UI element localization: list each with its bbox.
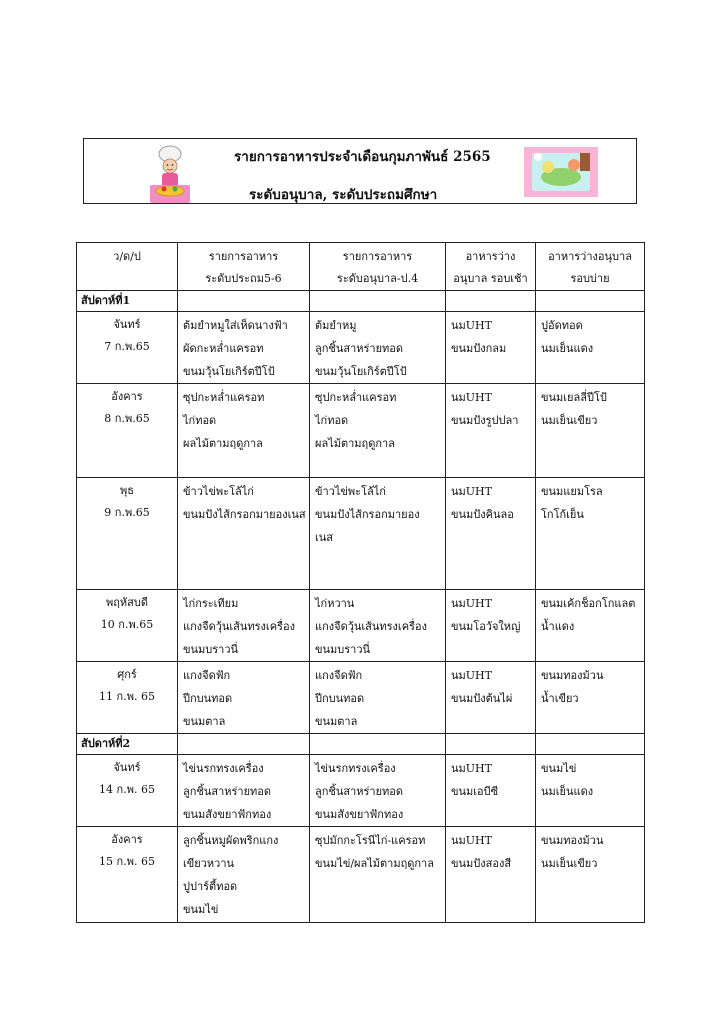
table-row bbox=[77, 384, 645, 478]
snack-pm-cell: ขนมทองม้วน น้ำเขียว bbox=[536, 662, 645, 734]
week-label: สัปดาห์ที่2 bbox=[77, 734, 178, 755]
primary-menu-cell: ลูกชิ้นหมูผัดพริกแกง เขียวหวาน ปูปาร์ตี้ทอด ขนมไข่ bbox=[178, 827, 310, 923]
table-row bbox=[77, 590, 645, 662]
menu-table bbox=[76, 242, 645, 923]
kinder-menu-cell: ซุปกะหล่ำแครอท ไก่ทอด ผลไม้ตามฤดูกาล bbox=[310, 384, 446, 478]
snack-pm-cell: ปูอัดทอด นมเย็นแดง bbox=[536, 312, 645, 384]
primary-menu-cell: ไก่กระเทียม แกงจืดวุ้นเส้นทรงเครื่อง ขนมบราวนี่ bbox=[178, 590, 310, 662]
kinder-menu-cell: ไข่นรกทรงเครื่อง ลูกชิ้นสาหร่ายทอด ขนมสังขยาฟักทอง bbox=[310, 755, 446, 827]
snack-am-cell: นมUHT ขนมปังรูปปลา bbox=[446, 384, 536, 478]
snack-am-cell: นมUHT ขนมโอวัจใหญ่ bbox=[446, 590, 536, 662]
primary-menu-cell: ต้มยำหมูใส่เห็ดนางฟ้า ผัดกะหล่ำแครอท ขนมวุ้นโยเกิร์ตปีโป้ bbox=[178, 312, 310, 384]
table-row bbox=[77, 662, 645, 734]
food-illustration bbox=[524, 147, 598, 197]
day-cell: พุธ 9 ก.พ.65 bbox=[77, 478, 178, 590]
kinder-menu-cell: แกงจืดฟัก ปีกบนทอด ขนมตาล bbox=[310, 662, 446, 734]
snack-pm-cell: ขนมเค้กช็อกโกแลต น้ำแดง bbox=[536, 590, 645, 662]
day-cell: พฤหัสบดี 10 ก.พ.65 bbox=[77, 590, 178, 662]
header-primary: รายการอาหาร ระดับประถม5-6 bbox=[178, 243, 310, 291]
day-cell: อังคาร 8 ก.พ.65 bbox=[77, 384, 178, 478]
chef-illustration bbox=[146, 145, 194, 205]
snack-pm-cell: ขนมทองม้วน นมเย็นเขียว bbox=[536, 827, 645, 923]
day-cell: จันทร์ 7 ก.พ.65 bbox=[77, 312, 178, 384]
table-row bbox=[77, 312, 645, 384]
day-cell: อังคาร 15 ก.พ. 65 bbox=[77, 827, 178, 923]
table-row bbox=[77, 827, 645, 923]
header-kinder: รายการอาหาร ระดับอนุบาล-ป.4 bbox=[310, 243, 446, 291]
snack-am-cell: นมUHT ขนมปังกลม bbox=[446, 312, 536, 384]
snack-pm-cell: ขนมไข่ นมเย็นแดง bbox=[536, 755, 645, 827]
header-snack-am: อาหารว่าง อนุบาล รอบเช้า bbox=[446, 243, 536, 291]
snack-pm-cell: ขนมเยลลี่ปีโป้ นมเย็นเขียว bbox=[536, 384, 645, 478]
week-label: สัปดาห์ที่1 bbox=[77, 291, 178, 312]
primary-menu-cell: แกงจืดฟัก ปีกบนทอด ขนมตาล bbox=[178, 662, 310, 734]
page-subtitle: ระดับอนุบาล, ระดับประถมศึกษา bbox=[249, 187, 438, 203]
snack-am-cell: นมUHT ขนมปังคินลอ bbox=[446, 478, 536, 590]
kinder-menu-cell: ซุปมักกะโรนีไก่-แครอท ขนมไข่/ผลไม้ตามฤดูกาล bbox=[310, 827, 446, 923]
page-title: รายการอาหารประจำเดือนกุมภาพันธ์ 2565 bbox=[234, 149, 491, 165]
primary-menu-cell: ไข่นรกทรงเครื่อง ลูกชิ้นสาหร่ายทอด ขนมสังขยาฟักทอง bbox=[178, 755, 310, 827]
snack-am-cell: นมUHT ขนมปังสองสี bbox=[446, 827, 536, 923]
header-snack-pm: อาหารว่างอนุบาล รอบบ่าย bbox=[536, 243, 645, 291]
table-header-row bbox=[77, 243, 645, 291]
primary-menu-cell: ซุปกะหล่ำแครอท ไก่ทอด ผลไม้ตามฤดูกาล bbox=[178, 384, 310, 478]
kinder-menu-cell: ข้าวไข่พะโล้ไก่ ขนมปังไส้กรอกมายอง เนส bbox=[310, 478, 446, 590]
primary-menu-cell: ข้าวไข่พะโล้ไก่ ขนมปังไส้กรอกมายองเนส bbox=[178, 478, 310, 590]
week-row bbox=[77, 291, 645, 312]
week-row bbox=[77, 734, 645, 755]
day-cell: ศุกร์ 11 ก.พ. 65 bbox=[77, 662, 178, 734]
kinder-menu-cell: ไก่หวาน แกงจืดวุ้นเส้นทรงเครื่อง ขนมบราวนี่ bbox=[310, 590, 446, 662]
snack-pm-cell: ขนมแยมโรล โกโก้เย็น bbox=[536, 478, 645, 590]
table-row bbox=[77, 478, 645, 590]
snack-am-cell: นมUHT ขนมปังต้นไผ่ bbox=[446, 662, 536, 734]
day-cell: จันทร์ 14 ก.พ. 65 bbox=[77, 755, 178, 827]
table-row bbox=[77, 755, 645, 827]
kinder-menu-cell: ต้มยำหมู ลูกชิ้นสาหร่ายทอด ขนมวุ้นโยเกิร์ตปีโป้ bbox=[310, 312, 446, 384]
header-day: ว/ด/ป bbox=[77, 243, 178, 291]
snack-am-cell: นมUHT ขนมเอบีซี bbox=[446, 755, 536, 827]
header-box bbox=[83, 138, 637, 204]
